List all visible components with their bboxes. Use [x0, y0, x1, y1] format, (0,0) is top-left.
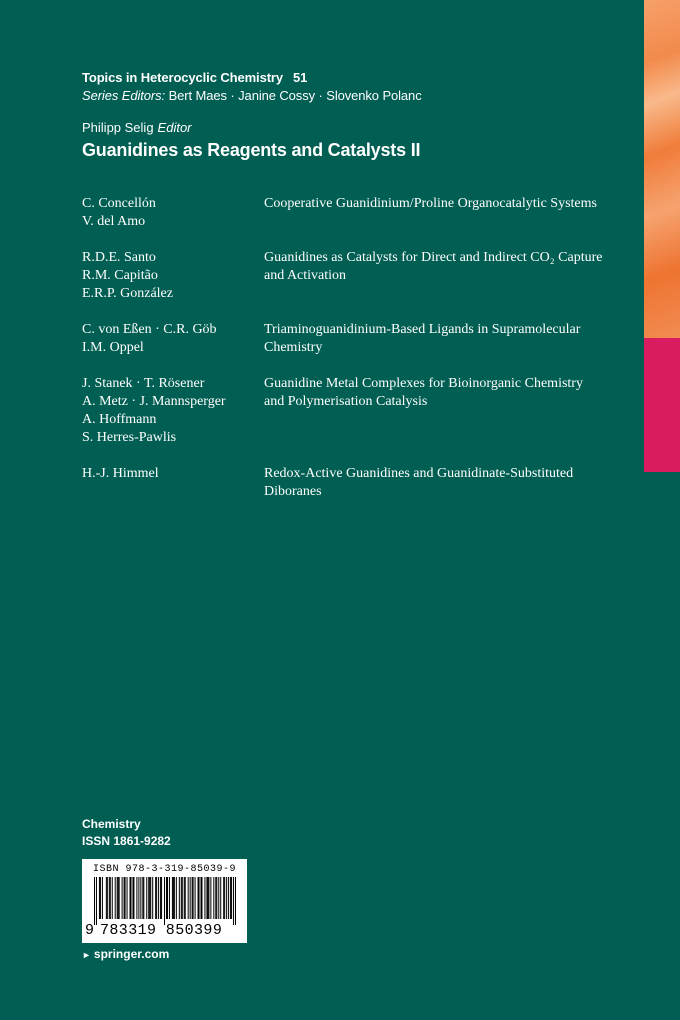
series-editors-line	[82, 87, 422, 105]
barcode-bar	[124, 877, 125, 919]
book-title: Guanidines as Reagents and Catalysts II	[82, 140, 421, 160]
chapter-authors	[82, 375, 264, 447]
barcode-bar	[122, 877, 123, 919]
barcode-bar	[223, 877, 224, 919]
barcode-bar	[125, 877, 126, 919]
barcode-bar	[160, 877, 161, 919]
barcode-bar	[158, 877, 159, 919]
barcode-bar	[174, 877, 175, 919]
barcode-bar	[216, 877, 217, 919]
barcode-bar	[164, 877, 165, 925]
chapter-authors	[82, 321, 264, 357]
publisher-url: springer.com	[93, 947, 170, 961]
author-line: R.D.E. Santo	[82, 250, 156, 265]
ean-remaining-digits: 783319 850399	[100, 922, 223, 939]
barcode-bar	[136, 877, 137, 919]
barcode-bar	[173, 877, 174, 919]
barcode-bar	[199, 877, 200, 919]
barcode-bar	[148, 877, 149, 919]
issn-label: ISSN 1861-9282	[82, 834, 171, 848]
subject-label: Chemistry	[82, 817, 141, 831]
series-editors-label: Series Editors:	[82, 88, 166, 103]
barcode-bar	[184, 877, 185, 919]
barcode-bar	[195, 877, 196, 919]
series-line	[82, 69, 422, 87]
barcode-bar	[208, 877, 209, 919]
barcode-bar	[149, 877, 150, 919]
author-line: C. von Eßen · C.R. Göb	[82, 322, 217, 337]
author-line: H.-J. Himmel	[82, 466, 159, 481]
chapter-title: Redox-Active Guanidines and Guanidinate-Substituted Diboranes	[264, 466, 574, 499]
barcode-bar	[156, 877, 157, 919]
chapter-authors	[82, 249, 264, 303]
barcode-bar	[100, 877, 101, 919]
barcode-bar	[117, 877, 118, 919]
arrow-right-icon: ►	[82, 950, 91, 960]
contents-entry	[82, 375, 622, 447]
pink-accent-strip	[644, 338, 680, 472]
barcode-bar	[112, 877, 113, 919]
ean-lead-digit: 9	[85, 922, 95, 939]
barcode-bar	[138, 877, 139, 919]
barcode-bar	[152, 877, 153, 919]
barcode-bar	[107, 877, 108, 919]
chapter-title: Cooperative Guanidinium/Proline Organocatalytic Systems	[264, 196, 597, 211]
editor-label: Editor	[157, 120, 192, 135]
barcode-bar	[218, 877, 219, 919]
barcode-bar	[181, 877, 182, 919]
contents-list	[82, 195, 622, 519]
contents-entry	[82, 195, 622, 231]
barcode-bar	[204, 877, 205, 919]
barcode-bar	[230, 877, 231, 919]
contents-entry	[82, 321, 622, 357]
subject-info	[82, 816, 171, 850]
barcode-bar	[166, 877, 167, 919]
barcode-bar	[210, 877, 211, 919]
barcode-bar	[193, 877, 194, 919]
barcode-bar	[146, 877, 147, 919]
chapter-authors	[82, 195, 264, 231]
barcode-bar	[118, 877, 119, 919]
chapter-authors	[82, 465, 264, 501]
barcode-bar	[106, 877, 107, 919]
barcode-bar	[213, 877, 214, 919]
series-info	[82, 69, 422, 105]
barcode-bar	[224, 877, 225, 919]
barcode-bar	[192, 877, 193, 919]
barcode-bar	[188, 877, 189, 919]
barcode-bar	[201, 877, 202, 919]
barcode-bar	[140, 877, 141, 919]
author-line: J. Stanek · T. Rösener	[82, 376, 205, 391]
barcode-bar	[198, 877, 199, 919]
barcode-bar	[235, 877, 236, 925]
barcode-bar	[167, 877, 168, 919]
barcode-bar	[110, 877, 111, 919]
author-line: S. Herres-Pawlis	[82, 430, 177, 445]
barcode-bar	[132, 877, 133, 919]
barcode-bar	[233, 877, 234, 925]
barcode-bar	[119, 877, 120, 919]
barcode-bar	[155, 877, 156, 919]
barcode-bar	[206, 877, 207, 919]
barcode-bar	[142, 877, 143, 919]
author-line: A. Hoffmann	[82, 412, 157, 427]
contents-entry	[82, 249, 622, 303]
author-line: I.M. Oppel	[82, 340, 144, 355]
barcode-bar	[130, 877, 131, 919]
barcode-bars	[94, 877, 236, 925]
barcode-bar	[150, 877, 151, 919]
author-line: C. Concellón	[82, 196, 156, 211]
author-line: R.M. Capitão	[82, 268, 158, 283]
barcode-bar	[94, 877, 95, 925]
isbn-text: ISBN 978-3-319-85039-9	[92, 864, 237, 875]
chapter-title: Guanidines as Catalysts for Direct and Indirect CO₂ Capture and Activation	[264, 250, 603, 283]
series-editors: Bert Maes · Janine Cossy · Slovenko Polanc	[168, 88, 422, 103]
series-volume: 51	[293, 70, 308, 85]
barcode-bar	[102, 877, 103, 919]
barcode-bar	[215, 877, 216, 919]
barcode-bar	[115, 877, 116, 919]
barcode-bar	[169, 877, 170, 919]
author-line: V. del Amo	[82, 214, 146, 229]
barcode-bar	[172, 877, 173, 919]
chapter-title: Guanidine Metal Complexes for Bioinorganic Chemistry and Polymerisation Catalysis	[264, 376, 583, 409]
barcode-bar	[161, 877, 162, 919]
author-line: E.R.P. González	[82, 286, 173, 301]
barcode-bar	[96, 877, 97, 925]
barcode-bar	[220, 877, 221, 919]
publisher-link[interactable]	[82, 946, 169, 963]
barcode-bar	[127, 877, 128, 919]
barcode-bar	[228, 877, 229, 919]
volume-editor	[82, 119, 192, 136]
barcode-bar	[130, 877, 131, 919]
barcode-bar	[190, 877, 191, 919]
barcode-bar	[185, 877, 186, 919]
barcode-bar	[201, 877, 202, 919]
barcode-bar	[226, 877, 227, 919]
barcode-bar	[182, 877, 183, 919]
isbn-barcode	[82, 859, 247, 943]
chapter-title: Triaminoguanidinium-Based Ligands in Supramolecular Chemistry	[264, 322, 581, 355]
contents-entry	[82, 465, 622, 501]
barcode-bar	[207, 877, 208, 919]
series-name: Topics in Heterocyclic Chemistry	[82, 70, 284, 85]
orange-accent-strip	[644, 0, 680, 338]
barcode-bar	[99, 877, 100, 919]
barcode-bar	[109, 877, 110, 919]
barcode-bar	[231, 877, 232, 919]
barcode-bar	[143, 877, 144, 919]
barcode-bar	[133, 877, 134, 919]
editor-name: Philipp Selig	[82, 120, 154, 135]
author-line: A. Metz · J. Mannsperger	[82, 394, 226, 409]
barcode-bar	[179, 877, 180, 919]
barcode-bar	[176, 877, 177, 919]
